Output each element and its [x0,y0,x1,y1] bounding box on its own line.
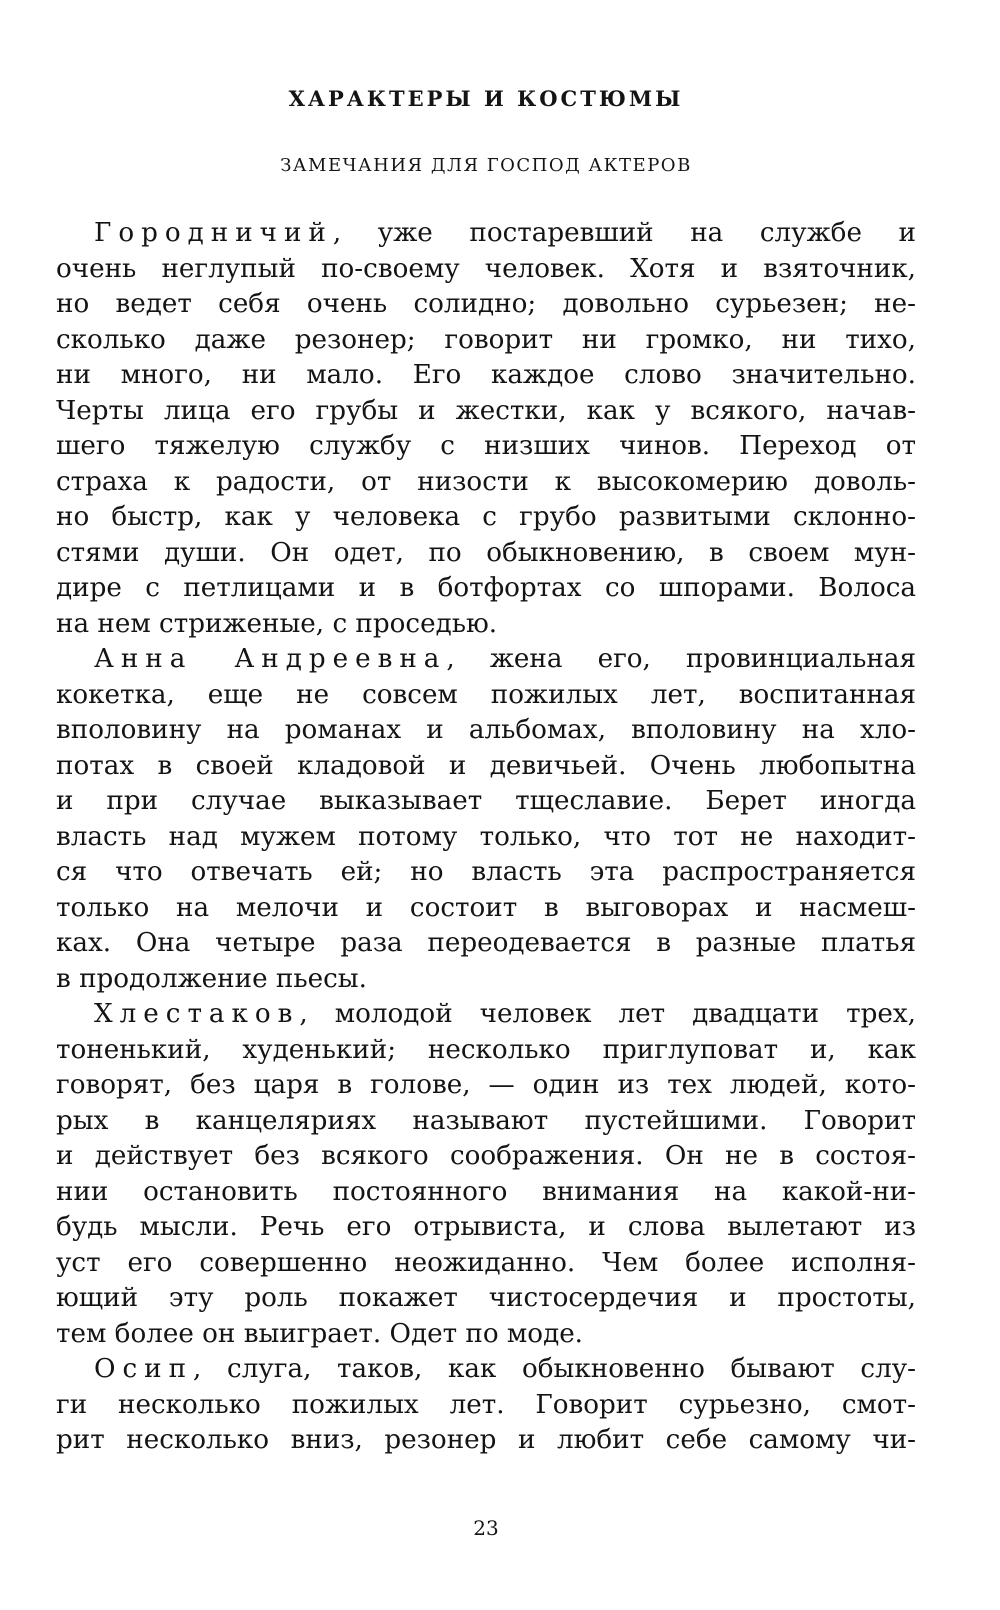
text-line: кокетка, еще не совсем пожилых лет, воспитанная [56,679,916,710]
text-line: дире с петлицами и в ботфортах со шпорами. Волоса [56,573,916,603]
text-line: и действует без всякого соображения. Он не в состоя- [56,1141,916,1171]
text-line: Черты лица его грубы и жестки, как у всякого, начав- [56,395,916,426]
line-text: , жена его, провинциальная [446,644,916,674]
text-line: очень неглупый по-своему человек. Хотя и взяточник, [56,253,916,284]
paragraph-gorodnichiy [56,216,916,642]
text-line: но ведет себя очень солидно; довольно сурьезен; не- [56,289,916,319]
text-line: сколько даже резонер; говорит ни громко, ни тихо, [56,324,916,355]
text-line [56,1352,916,1388]
text-line: говорят, без царя в голове, — один из тех людей, кото- [56,1070,916,1100]
text-line: вполовину на романах и альбомах, вполовину на хло- [56,715,916,745]
text-line: ющий эту роль покажет чистосердечия и простоты, [56,1283,916,1313]
line-text: , слуга, таков, как обыкновенно бывают слу- [193,1354,916,1384]
line-text: , уже постаревший на службе и [332,218,916,248]
text-line: ся что отвечать ей; но власть эта распространяется [56,857,916,887]
body-text [56,216,916,1459]
text-line: в продолжение пьесы. [56,963,367,994]
line-text: , молодой человек лет двадцати трех, [299,999,916,1029]
text-line [56,642,916,678]
character-name: Анна Андреевна [94,644,447,674]
text-line: тоненький, худенький; несколько приглуповат и, как [56,1034,916,1065]
text-line [56,997,916,1033]
text-line: и при случае выказывает тщеславие. Берет иногда [56,786,916,816]
paragraph-khlestakov [56,997,916,1352]
text-line: власть над мужем потому только, что тот не находит- [56,821,916,852]
text-line: на нем стриженые, с проседью. [56,608,498,639]
text-line: нии остановить постоянного внимания на какой-ни- [56,1176,916,1207]
page-number: 23 [473,1516,499,1540]
text-line: тем более он выиграет. Одет по моде. [56,1318,584,1349]
character-name: Осип [94,1354,194,1384]
text-line: ни много, ни мало. Его каждое слово значительно. [56,360,916,390]
paragraph-anna-andreevna [56,642,916,997]
text-line: будь мысли. Речь его отрывиста, и слова вылетают из [56,1212,916,1242]
paragraph-osip [56,1352,916,1459]
text-line: но быстр, как у человека с грубо развитыми склонно- [56,502,916,532]
text-line: шего тяжелую службу с низших чинов. Переход от [56,431,916,461]
book-page [56,0,916,1610]
page-title: ХАРАКТЕРЫ И КОСТЮМЫ [288,86,684,111]
text-line: рит несколько вниз, резонер и любит себе самому чи- [56,1425,916,1455]
text-line: ги несколько пожилых лет. Говорит сурьезно, смот- [56,1389,916,1420]
text-line: потах в своей кладовой и девичьей. Очень любопытна [56,750,916,781]
text-line: рых в канцеляриях называют пустейшими. Говорит [56,1105,916,1136]
text-line: ках. Она четыре раза переодевается в разные платья [56,928,916,958]
text-line: страха к радости, от низости к высокомерию доволь- [56,466,916,497]
text-line: уст его совершенно неожиданно. Чем более исполня- [56,1247,916,1278]
text-line: только на мелочи и состоит в выговорах и насмеш- [56,892,916,923]
text-line [56,216,916,252]
page-subtitle: ЗАМЕЧАНИЯ ДЛЯ ГОСПОД АКТЕРОВ [280,155,692,176]
character-name: Хлестаков [94,999,300,1029]
text-line: стями души. Он одет, по обыкновению, в своем мун- [56,537,916,568]
character-name: Городничий [94,218,333,248]
